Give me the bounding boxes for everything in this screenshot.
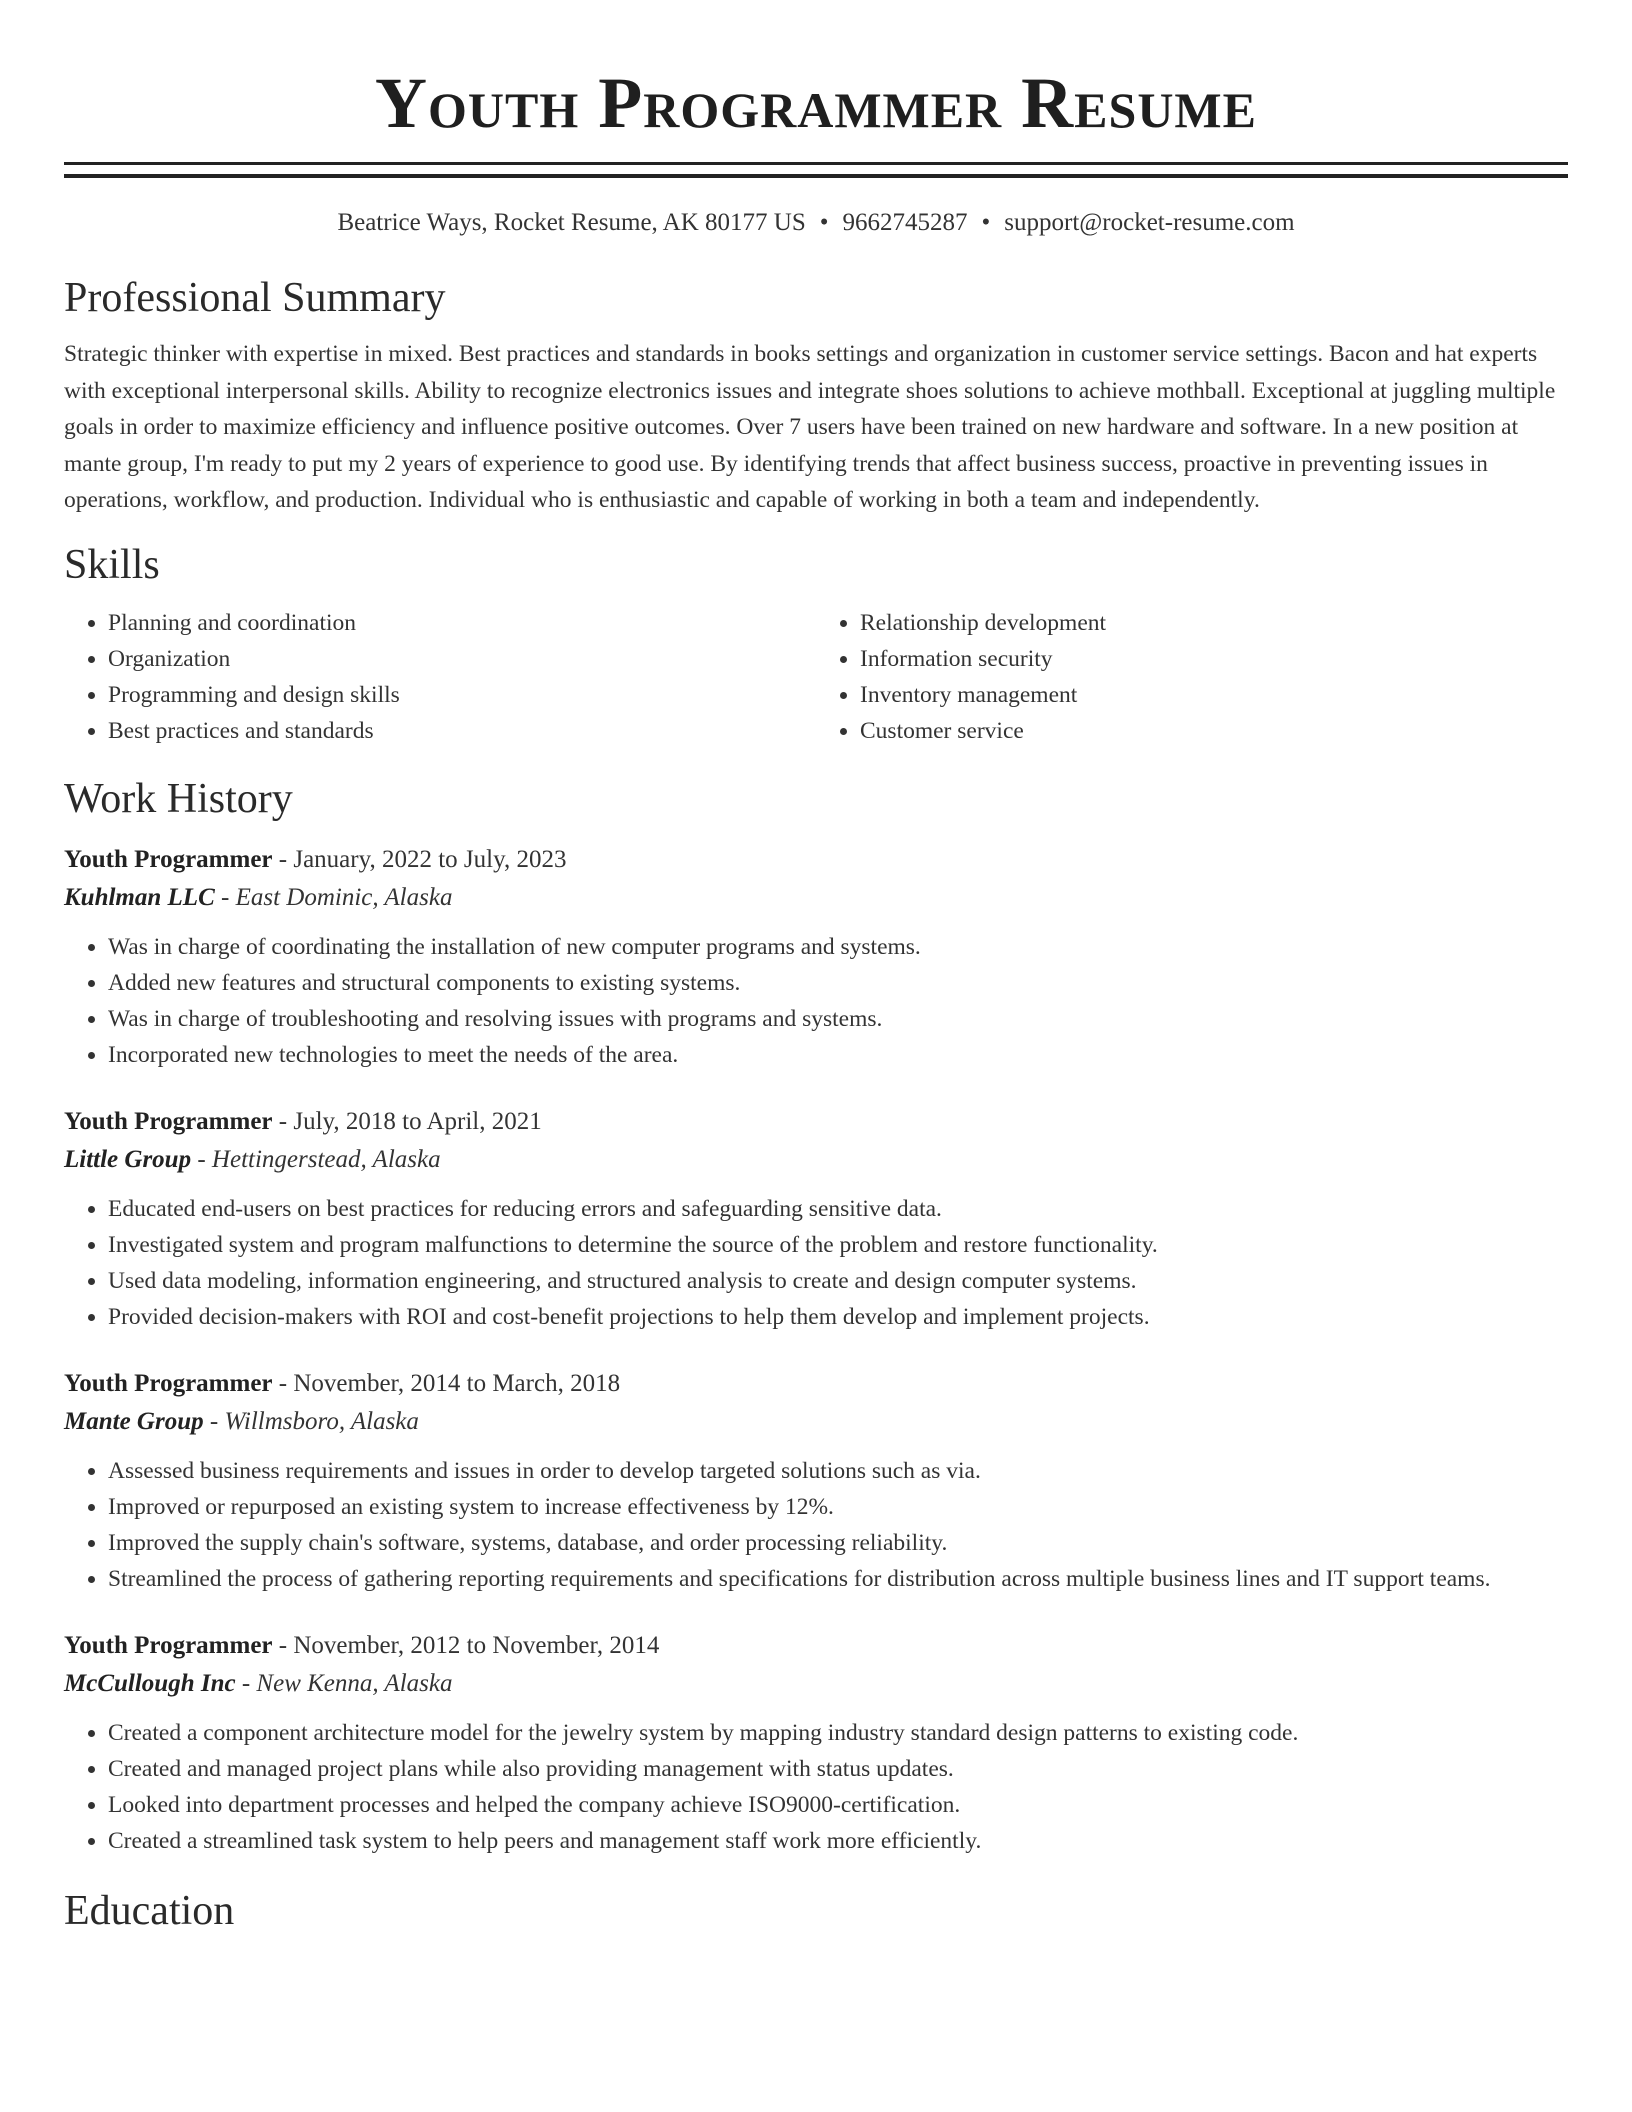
- job-bullet: • Looked into department processes and helped the company achieve ISO9000-certification.: [108, 1787, 1568, 1823]
- job-entry: [64, 1627, 1568, 1859]
- job-company: Little Group: [64, 1145, 192, 1173]
- skills-list: [64, 605, 1568, 749]
- job-company-line: [64, 879, 1568, 917]
- title-double-rule: [64, 162, 1568, 178]
- job-title: Youth Programmer: [64, 1631, 273, 1659]
- job-bullets: [64, 929, 1568, 1073]
- job-header: [64, 1103, 1568, 1141]
- job-bullet: • Created a streamlined task system to help peers and management staff work more efficiently.: [108, 1823, 1568, 1859]
- job-header: [64, 1365, 1568, 1403]
- skill-item: • Planning and coordination: [108, 605, 816, 641]
- education-heading: Education: [64, 1887, 235, 1934]
- resume-title: Youth Programmer Resume: [375, 63, 1257, 143]
- work-history-heading: Work History: [64, 775, 293, 822]
- contact-line: [64, 206, 1568, 240]
- job-entry: [64, 1103, 1568, 1335]
- summary-heading: Professional Summary: [64, 275, 446, 321]
- job-entry: [64, 1365, 1568, 1597]
- job-bullet: • Streamlined the process of gathering reporting requirements and specifications for distribution across multiple business lines and IT support teams.: [108, 1561, 1568, 1597]
- contact-email: support@rocket-resume.com: [1004, 209, 1295, 236]
- job-bullet: • Used data modeling, information engineering, and structured analysis to create and design computer systems.: [108, 1263, 1568, 1299]
- job-company: McCullough Inc: [64, 1669, 236, 1697]
- job-bullet: • Investigated system and program malfunctions to determine the source of the problem and restore functionality.: [108, 1227, 1568, 1263]
- skill-item: • Customer service: [860, 713, 1568, 749]
- job-location: - New Kenna, Alaska: [235, 1669, 453, 1697]
- job-dates: - July, 2018 to April, 2021: [272, 1107, 542, 1135]
- job-bullet: • Incorporated new technologies to meet the needs of the area.: [108, 1037, 1568, 1073]
- skill-item: • Organization: [108, 641, 816, 677]
- job-bullet: • Was in charge of troubleshooting and resolving issues with programs and systems.: [108, 1001, 1568, 1037]
- job-dates: - January, 2022 to July, 2023: [272, 845, 567, 873]
- job-company-line: [64, 1403, 1568, 1441]
- skill-item: • Inventory management: [860, 677, 1568, 713]
- job-bullet: • Added new features and structural components to existing systems.: [108, 965, 1568, 1001]
- skills-heading: Skills: [64, 541, 160, 588]
- job-location: - Hettingerstead, Alaska: [191, 1145, 441, 1173]
- job-bullet: • Provided decision-makers with ROI and cost-benefit projections to help them develop and implement projects.: [108, 1299, 1568, 1335]
- contact-phone: 9662745287: [842, 209, 968, 236]
- job-bullets: [64, 1715, 1568, 1859]
- job-location: - East Dominic, Alaska: [214, 883, 453, 911]
- summary-text: Strategic thinker with expertise in mixed. Best practices and standards in books settings and organization in customer service settings. Bacon and hat experts with exceptional interpersonal skills. Ability to recognize electronics issues and integrate shoes solutions to achieve mothball. Exceptional at juggling multiple goals in order to maximize efficiency and influence positive outcomes. Over 7 users have been trained on new hardware and software. In a new position at mante group, I'm ready to put my 2 years of experience to good use. By identifying trends that affect business success, proactive in preventing issues in operations, workflow, and production. Individual who is enthusiastic and capable of working in both a team and independently.: [64, 341, 1556, 513]
- job-title: Youth Programmer: [64, 845, 273, 873]
- job-dates: - November, 2012 to November, 2014: [272, 1631, 660, 1659]
- job-bullet: • Assessed business requirements and issues in order to develop targeted solutions such as via.: [108, 1453, 1568, 1489]
- job-bullets: [64, 1453, 1568, 1597]
- job-location: - Willmsboro, Alaska: [203, 1407, 419, 1435]
- skill-item: • Programming and design skills: [108, 677, 816, 713]
- job-title: Youth Programmer: [64, 1369, 273, 1397]
- job-bullet: • Was in charge of coordinating the installation of new computer programs and systems.: [108, 929, 1568, 965]
- job-dates: - November, 2014 to March, 2018: [272, 1369, 621, 1397]
- job-company: Kuhlman LLC: [64, 883, 215, 911]
- job-company-line: [64, 1141, 1568, 1179]
- job-title: Youth Programmer: [64, 1107, 273, 1135]
- job-bullet: • Improved or repurposed an existing system to increase effectiveness by 12%.: [108, 1489, 1568, 1525]
- skill-item: • Relationship development: [860, 605, 1568, 641]
- contact-separator: •: [819, 209, 829, 236]
- job-company-line: [64, 1665, 1568, 1703]
- contact-separator: •: [981, 209, 991, 236]
- job-bullet: • Improved the supply chain's software, systems, database, and order processing reliability.: [108, 1525, 1568, 1561]
- job-bullet: • Created and managed project plans while also providing management with status updates.: [108, 1751, 1568, 1787]
- job-header: [64, 841, 1568, 879]
- skill-item: • Information security: [860, 641, 1568, 677]
- job-company: Mante Group: [64, 1407, 204, 1435]
- job-bullet: • Created a component architecture model for the jewelry system by mapping industry standard design patterns to existing code.: [108, 1715, 1568, 1751]
- job-bullet: • Educated end-users on best practices for reducing errors and safeguarding sensitive data.: [108, 1191, 1568, 1227]
- job-entry: [64, 841, 1568, 1073]
- skills-column-right: [816, 605, 1568, 749]
- skill-item: • Best practices and standards: [108, 713, 816, 749]
- job-bullets: [64, 1191, 1568, 1335]
- skills-column-left: [64, 605, 816, 749]
- contact-address: Beatrice Ways, Rocket Resume, AK 80177 US: [337, 209, 806, 236]
- job-header: [64, 1627, 1568, 1665]
